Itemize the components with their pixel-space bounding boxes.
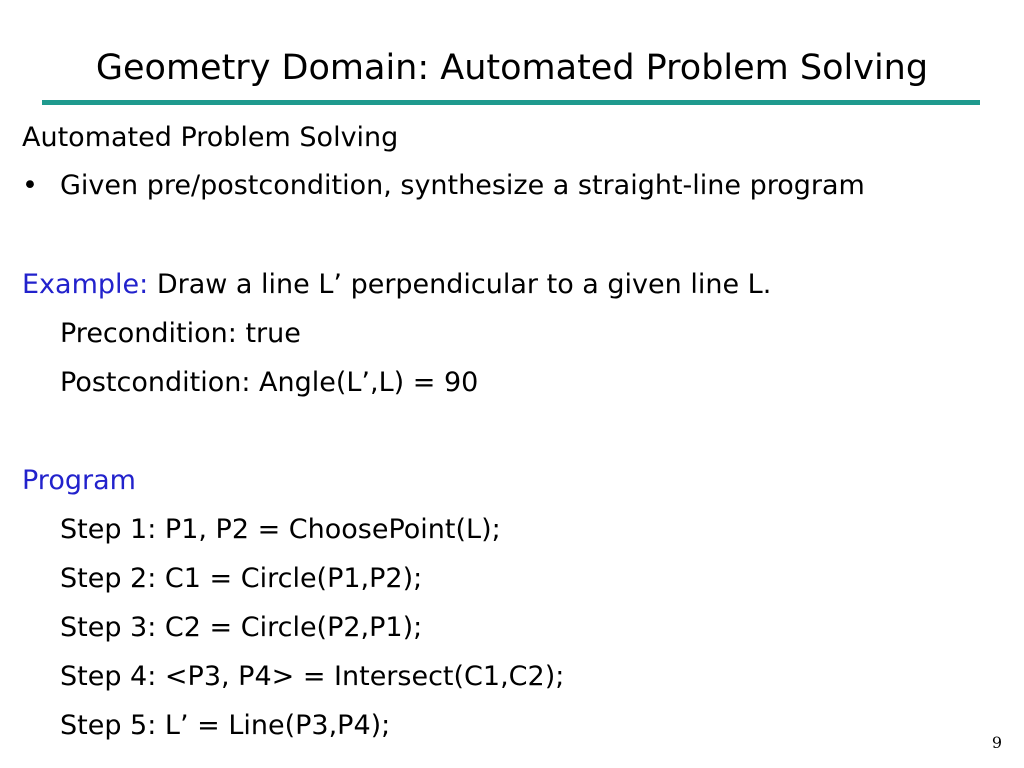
bullet-text: Given pre/postcondition, synthesize a straight-line program: [60, 170, 865, 201]
example-text: Draw a line L’ perpendicular to a given line L.: [148, 269, 772, 300]
program-step-2: Step 2: C1 = Circle(P1,P2);: [60, 563, 423, 594]
program-label: Program: [22, 465, 136, 496]
page-number: 9: [991, 733, 1002, 752]
precondition-line: Precondition: true: [60, 318, 301, 349]
example-line: [22, 267, 771, 303]
example-label: Example:: [22, 269, 149, 300]
program-step-4: Step 4: <P3, P4> = Intersect(C1,C2);: [60, 661, 565, 692]
program-step-1: Step 1: P1, P2 = ChoosePoint(L);: [60, 514, 501, 545]
program-step-5: Step 5: L’ = Line(P3,P4);: [60, 710, 391, 741]
postcondition-line: Postcondition: Angle(L’,L) = 90: [60, 367, 479, 398]
slide-title: Geometry Domain: Automated Problem Solving: [95, 48, 929, 88]
bullet-icon: •: [22, 170, 38, 201]
bullet-item: [22, 168, 865, 204]
title-divider: [42, 100, 980, 105]
program-step-3: Step 3: C2 = Circle(P2,P1);: [60, 612, 423, 643]
section-heading: Automated Problem Solving: [22, 122, 399, 153]
